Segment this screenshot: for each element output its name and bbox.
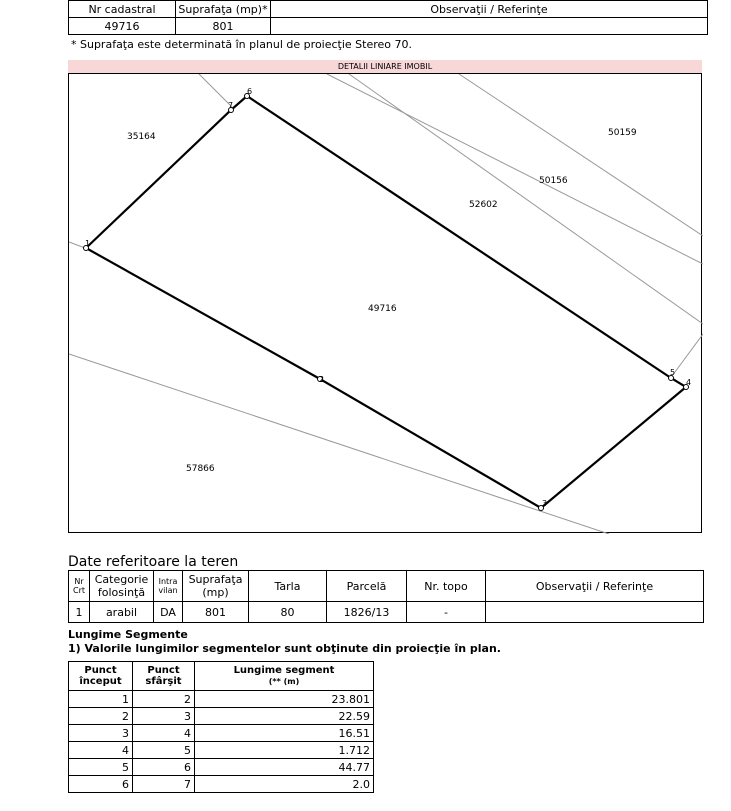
segment-row: [69, 759, 374, 776]
segments-body: [69, 691, 374, 793]
segment-end: 5: [133, 742, 195, 759]
parcel-boundary: [86, 96, 686, 508]
land-table: [68, 570, 704, 623]
plan-header: DETALII LINIARE IMOBIL: [68, 60, 702, 73]
land-header-row: [69, 571, 704, 602]
point-label-6: 6: [247, 87, 253, 96]
parcel-plan-drawing: [69, 74, 703, 534]
segment-row: [69, 742, 374, 759]
land-intravilan: DA: [154, 602, 183, 623]
parcel-label-35164: 35164: [127, 132, 156, 142]
segment-length: 23.801: [195, 691, 374, 708]
land-section-title: Date referitoare la teren: [68, 554, 239, 570]
segment-start: 2: [69, 708, 133, 725]
boundary-line: [672, 334, 703, 376]
summary-row: [69, 18, 708, 35]
summary-header-observations: Observaţii / Referinţe: [271, 1, 708, 18]
summary-table: [68, 0, 708, 35]
segment-row: [69, 708, 374, 725]
parcel-label-50159: 50159: [608, 128, 637, 138]
parcel-label-57866: 57866: [186, 464, 215, 474]
boundary-line: [69, 242, 85, 248]
summary-cadastral-value: 49716: [69, 18, 176, 35]
segment-start: 3: [69, 725, 133, 742]
point-label-5: 5: [670, 368, 676, 377]
segment-row: [69, 776, 374, 793]
segment-length: 22.59: [195, 708, 374, 725]
land-header-category: Categorie folosinţă: [90, 571, 154, 602]
segment-row: [69, 725, 374, 742]
land-topo: -: [407, 602, 486, 623]
segments-table: [68, 661, 374, 793]
segment-end: 4: [133, 725, 195, 742]
boundary-line: [327, 74, 703, 264]
land-header-tarla: Tarla: [249, 571, 327, 602]
land-header-observations: Observaţii / Referinţe: [486, 571, 704, 602]
land-parcela: 1826/13: [327, 602, 407, 623]
segment-length: 1.712: [195, 742, 374, 759]
segments-header-length: [195, 662, 374, 691]
parcel-label-main: 49716: [368, 304, 397, 314]
segment-end: 3: [133, 708, 195, 725]
land-nr: 1: [69, 602, 90, 623]
segments-note: 1) Valorile lungimilor segmentelor sunt obţinute din proiecţie în plan.: [68, 642, 501, 655]
point-label-7: 7: [228, 101, 234, 110]
summary-area-value: 801: [176, 18, 271, 35]
summary-header-area: Suprafaţa (mp)*: [176, 1, 271, 18]
parcel-label-52602: 52602: [469, 200, 498, 210]
land-area: 801: [183, 602, 249, 623]
segment-start: 4: [69, 742, 133, 759]
parcel-label-50156: 50156: [539, 176, 568, 186]
segment-row: [69, 691, 374, 708]
parcel-vertices: [84, 94, 692, 511]
segments-header-end: Punct sfârşit: [133, 662, 195, 691]
segment-length: 16.51: [195, 725, 374, 742]
land-tarla: 80: [249, 602, 327, 623]
segments-title: Lungime Segmente: [68, 628, 188, 641]
segments-header-row: [69, 662, 374, 691]
point-label-3: 3: [542, 499, 548, 508]
land-header-topo: Nr. topo: [407, 571, 486, 602]
summary-header-row: [69, 1, 708, 18]
boundary-line: [459, 74, 703, 236]
land-header-parcela: Parcelă: [327, 571, 407, 602]
point-label-1: 1: [85, 239, 91, 248]
land-row: [69, 602, 704, 623]
segment-length: 2.0: [195, 776, 374, 793]
parcel-plan: [68, 73, 702, 533]
land-category: arabil: [90, 602, 154, 623]
boundary-line: [69, 354, 609, 534]
segment-start: 5: [69, 759, 133, 776]
segment-start: 6: [69, 776, 133, 793]
point-label-4: 4: [686, 378, 692, 387]
segment-end: 6: [133, 759, 195, 776]
land-header-area: Suprafaţa (mp): [183, 571, 249, 602]
land-observations: [486, 602, 704, 623]
segment-end: 2: [133, 691, 195, 708]
summary-observations-value: [271, 18, 708, 35]
segments-header-unit: (** (m): [268, 677, 300, 686]
summary-header-cadastral: Nr cadastral: [69, 1, 176, 18]
summary-footnote: * Suprafaţa este determinată în planul de proiecţie Stereo 70.: [71, 38, 413, 51]
segments-header-length-label: Lungime segment: [233, 665, 335, 676]
segment-end: 7: [133, 776, 195, 793]
land-header-nr: Nr Crt: [69, 571, 90, 602]
land-header-intravilan: Intra vilan: [154, 571, 183, 602]
point-label-2: 2: [319, 375, 325, 384]
segment-start: 1: [69, 691, 133, 708]
segments-header-start: Punct început: [69, 662, 133, 691]
segment-length: 44.77: [195, 759, 374, 776]
